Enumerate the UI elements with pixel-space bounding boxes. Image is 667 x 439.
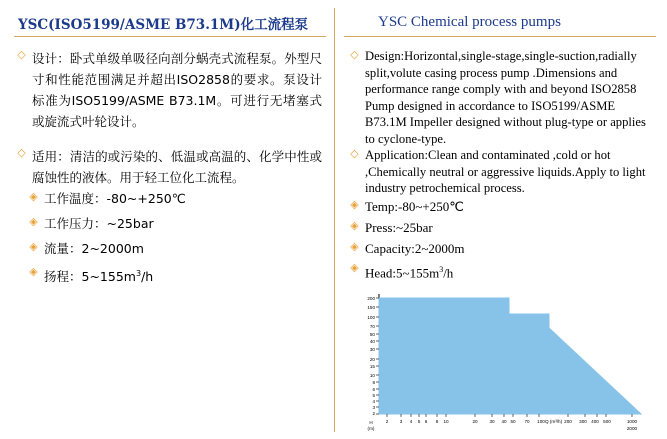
left-spec-pressure-text: 工作压力：~25bar — [44, 216, 154, 231]
chart-x-tick-labels — [386, 419, 638, 431]
svg-text:500: 500 — [603, 419, 611, 424]
left-spec-head-tail: /h — [141, 269, 154, 285]
right-spec-capacity — [349, 240, 639, 258]
chart-y-axis-caption — [368, 420, 375, 431]
right-spec-capacity-text: Capacity:2~2000m — [365, 241, 465, 256]
svg-text:20: 20 — [472, 419, 478, 424]
left-paragraph-application-text: 适用：清洁的或污染的、低温或高温的、化学中性或腐蚀性的液体。用于轻工位化工流程。 — [32, 149, 322, 185]
svg-text:20: 20 — [369, 357, 375, 362]
right-paragraph-application — [349, 147, 655, 197]
svg-text:400: 400 — [591, 419, 599, 424]
svg-text:8: 8 — [372, 380, 375, 385]
svg-text:200: 200 — [367, 296, 375, 301]
right-spec-head-tail: /h — [443, 265, 454, 281]
svg-text:10: 10 — [369, 373, 375, 378]
svg-text:2: 2 — [385, 419, 389, 424]
left-paragraph-application — [16, 146, 322, 188]
header-rule-right — [344, 36, 656, 37]
header-rule-left — [14, 36, 326, 37]
diamond-bullet-icon — [349, 149, 360, 160]
right-spec-head — [349, 261, 639, 282]
left-spec-capacity — [28, 240, 318, 258]
svg-text:70: 70 — [369, 324, 375, 329]
page-title-chinese: YSC(ISO5199/ASME B73.1M)化工流程泵 — [18, 17, 309, 33]
svg-text:150: 150 — [367, 305, 375, 310]
svg-text:6: 6 — [424, 419, 428, 424]
svg-text:3: 3 — [372, 405, 375, 410]
svg-text:300: 300 — [579, 419, 587, 424]
svg-text:50: 50 — [369, 332, 375, 337]
right-paragraph-design-text: Design:Horizontal,single-stage,single-suction,radially split,volute casing process pump .Dimensions and performance range comply with and beyond ISO2858 Pump designed in accordance to ISO5199/ASME B73.1M Impeller designed without plug-type or applies to cyclone-type. — [365, 49, 646, 146]
right-spec-head-row — [349, 261, 639, 282]
diamond-bullet-icon — [349, 263, 360, 274]
diamond-bullet-icon — [16, 50, 27, 61]
left-spec-temperature-text: 工作温度：-80~+250℃ — [44, 191, 186, 206]
page-title-english: YSC Chemical process pumps — [378, 14, 561, 30]
right-spec-head-text: Head:5~155m — [365, 265, 440, 281]
svg-text:100: 100 — [537, 419, 545, 424]
left-spec-head-text: 扬程：5~155m — [44, 269, 136, 285]
right-spec-temperature-text: Temp:-80~+250℃ — [365, 199, 464, 214]
svg-text:H: H — [369, 420, 373, 425]
diamond-bullet-icon — [28, 267, 39, 278]
svg-text:30: 30 — [369, 347, 375, 352]
left-spec-head-sup: 3 — [135, 269, 142, 278]
chart-envelope-area — [379, 298, 641, 414]
svg-text:5: 5 — [417, 419, 421, 424]
svg-text:5: 5 — [372, 393, 375, 398]
right-spec-pressure-text: Press:~25bar — [365, 220, 433, 235]
svg-text:2000: 2000 — [626, 426, 638, 431]
svg-text:10: 10 — [443, 419, 449, 424]
svg-text:70: 70 — [524, 419, 530, 424]
right-paragraph-design — [349, 48, 655, 147]
left-paragraph-design — [16, 48, 322, 132]
svg-text:4: 4 — [409, 419, 413, 424]
diamond-bullet-icon — [16, 148, 27, 159]
diamond-bullet-icon — [349, 221, 360, 232]
svg-text:100: 100 — [367, 315, 375, 320]
diamond-bullet-icon — [349, 242, 360, 253]
chart-x-axis-caption — [545, 419, 563, 424]
right-spec-head-sup: 3 — [439, 265, 444, 274]
svg-text:3: 3 — [399, 419, 403, 424]
svg-text:Q (m³/h): Q (m³/h) — [545, 419, 563, 424]
performance-chart — [349, 288, 649, 433]
svg-text:50: 50 — [510, 419, 516, 424]
left-spec-capacity-text: 流量：2~2000m — [44, 241, 144, 256]
right-paragraph-application-text: Application:Clean and contaminated ,cold or hot ,Chemically neutral or aggressive liquids.Apply to light industry petrochemical process. — [365, 148, 646, 195]
svg-text:6: 6 — [372, 387, 375, 392]
diamond-bullet-icon — [349, 50, 360, 61]
chart-y-tick-labels — [367, 296, 375, 416]
right-spec-pressure — [349, 219, 639, 237]
svg-text:8: 8 — [435, 419, 439, 424]
svg-text:200: 200 — [564, 419, 572, 424]
diamond-bullet-icon — [349, 200, 360, 211]
svg-text:4: 4 — [372, 399, 375, 404]
right-spec-temperature — [349, 198, 639, 216]
diamond-bullet-icon — [28, 217, 39, 228]
svg-text:1000: 1000 — [626, 419, 638, 424]
svg-text:30: 30 — [489, 419, 495, 424]
svg-text:15: 15 — [369, 364, 375, 369]
left-spec-pressure — [28, 215, 318, 233]
svg-text:40: 40 — [369, 339, 375, 344]
left-paragraph-design-text: 设计：卧式单级单吸径向剖分蜗壳式流程泵。外型尺寸和性能范围满足并超出ISO2858的要求。泵设计标准为ISO5199/ASME B73.1M。可进行无堵塞式或旋流式叶轮设计。 — [32, 51, 322, 129]
left-spec-temperature — [28, 190, 318, 208]
left-spec-head — [28, 265, 318, 286]
svg-text:2: 2 — [372, 411, 375, 416]
diamond-bullet-icon — [28, 242, 39, 253]
svg-text:40: 40 — [501, 419, 507, 424]
diamond-bullet-icon — [28, 192, 39, 203]
svg-text:(m): (m) — [367, 426, 375, 431]
column-divider — [334, 8, 335, 432]
left-spec-head-row — [28, 265, 318, 286]
